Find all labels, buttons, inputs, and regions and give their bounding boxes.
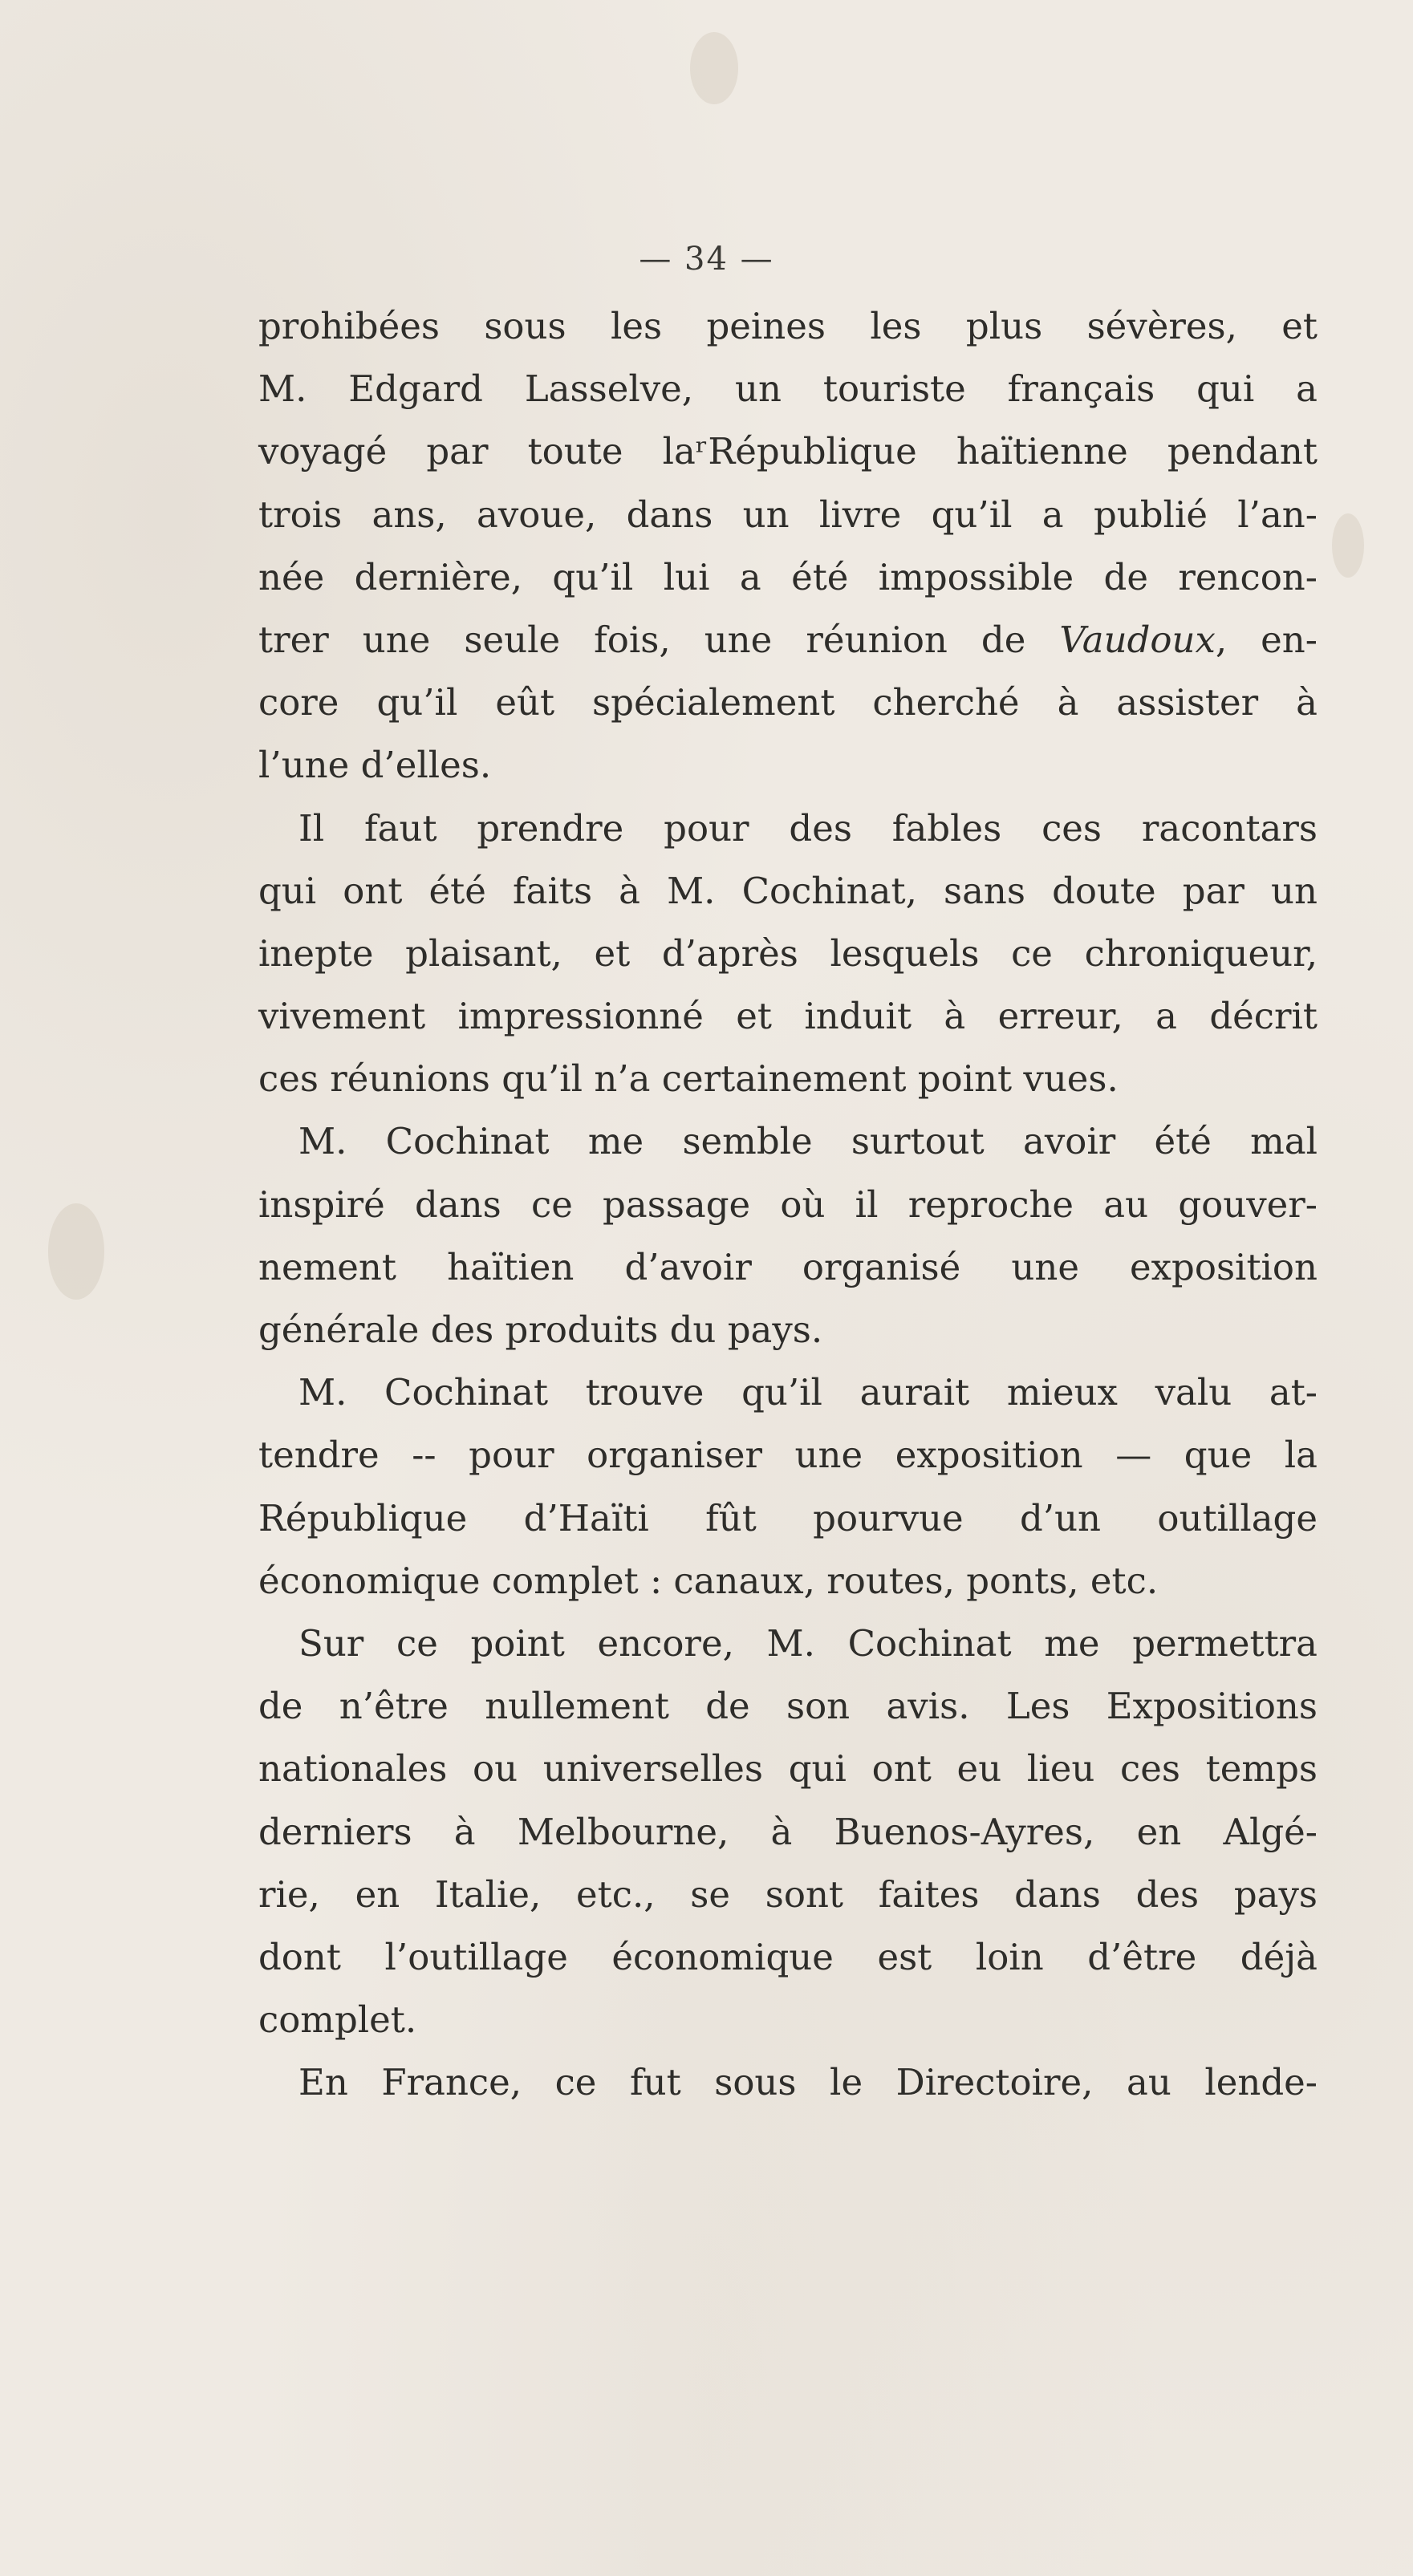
text-line: trer une seule fois, une réunion de Vaudoux, en-	[258, 618, 1318, 661]
text-line: rie, en Italie, etc., se sont faites dans des pays	[258, 1872, 1318, 1916]
text-line: core qu’il eût spécialement cherché à assister à	[258, 681, 1318, 724]
text-line: complet.	[258, 1998, 417, 2042]
text-line: M. Edgard Lasselve, un touriste français qui a	[258, 367, 1318, 411]
text-line: voyagé par toute laʳRépublique haïtienne pendant	[258, 430, 1318, 473]
paper-stain	[48, 1203, 104, 1300]
page-number: — 34 —	[639, 241, 774, 278]
text-line: nement haïtien d’avoir organisé une exposition	[258, 1245, 1318, 1288]
text-line: née dernière, qu’il lui a été impossible de rencon-	[258, 555, 1318, 598]
body-text	[258, 295, 1318, 2114]
text-line: économique complet : canaux, routes, ponts, etc.	[258, 1559, 1159, 1602]
text-line: de n’être nullement de son avis. Les Expositions	[258, 1685, 1318, 1728]
paper-stain	[690, 32, 738, 104]
italic-word: Vaudoux	[1059, 618, 1216, 661]
text-line: tendre -- pour organiser une exposition — que la	[258, 1434, 1318, 1477]
text-line: qui ont été faits à M. Cochinat, sans doute par un	[258, 869, 1318, 912]
text-line-vaudoux	[258, 609, 1318, 671]
paragraph-start: En France, ce fut sous le Directoire, au lende-	[298, 2061, 1318, 2104]
text-line: l’une d’elles.	[258, 744, 492, 787]
text-line: trois ans, avoue, dans un livre qu’il a publié l’an-	[258, 493, 1318, 536]
paper-stain	[1332, 513, 1364, 578]
text-line: ces réunions qu’il n’a certainement point vues.	[258, 1057, 1119, 1101]
text-line: inepte plaisant, et d’après lesquels ce chroniqueur,	[258, 931, 1318, 975]
text-line: générale des produits du pays.	[258, 1308, 823, 1351]
text-line: inspiré dans ce passage où il reproche au gouver-	[258, 1183, 1318, 1226]
paragraph-start: Il faut prendre pour des fables ces racontars	[298, 806, 1318, 850]
paragraph-start: M. Cochinat me semble surtout avoir été mal	[298, 1120, 1318, 1163]
text-line: nationales ou universelles qui ont eu lieu ces temps	[258, 1747, 1318, 1791]
text-line: vivement impressionné et induit à erreur, a décrit	[258, 995, 1318, 1038]
text-line: dont l’outillage économique est loin d’être déjà	[258, 1935, 1318, 1978]
paragraph-start: Sur ce point encore, M. Cochinat me permettra	[298, 1621, 1318, 1665]
paragraph-start: M. Cochinat trouve qu’il aurait mieux valu at-	[298, 1371, 1318, 1414]
text-line: prohibées sous les peines les plus sévères, et	[258, 305, 1318, 347]
text-line: République d’Haïti fût pourvue d’un outillage	[258, 1496, 1318, 1540]
text-line: derniers à Melbourne, à Buenos-Ayres, en Algé-	[258, 1810, 1318, 1853]
